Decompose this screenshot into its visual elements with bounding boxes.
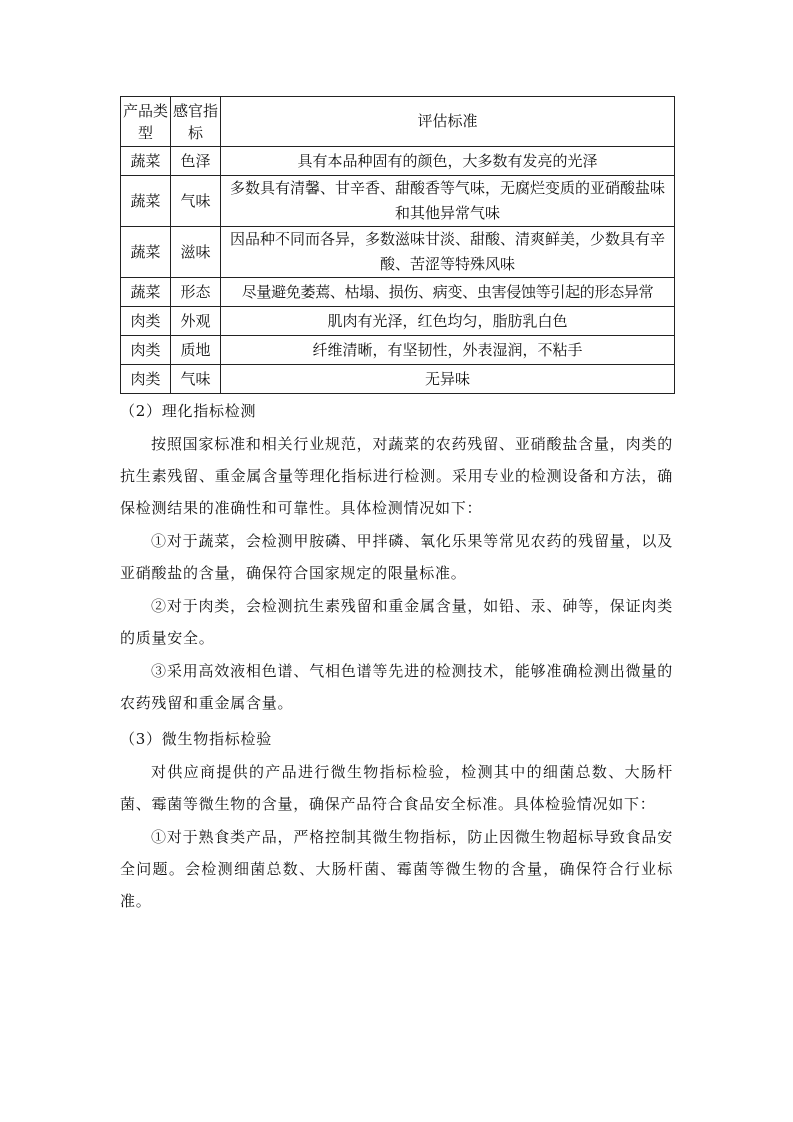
cell-index: 气味: [171, 365, 221, 394]
header-product-type: 产品类型: [121, 97, 171, 147]
cell-index: 气味: [171, 176, 221, 227]
cell-type: 蔬菜: [121, 147, 171, 176]
cell-type: 蔬菜: [121, 176, 171, 227]
cell-type: 蔬菜: [121, 278, 171, 307]
cell-criteria: 纤维清晰，有坚韧性，外表湿润，不粘手: [221, 336, 675, 365]
header-criteria: 评估标准: [221, 97, 675, 147]
cell-criteria: 尽量避免萎蔫、枯塌、损伤、病变、虫害侵蚀等引起的形态异常: [221, 278, 675, 307]
cell-criteria: 具有本品种固有的颜色，大多数有发亮的光泽: [221, 147, 675, 176]
paragraph: ①对于蔬菜，会检测甲胺磷、甲拌磷、氧化乐果等常见农药的残留量，以及亚硝酸盐的含量，确保符合国家规定的限量标准。: [120, 532, 673, 582]
cell-index: 滋味: [171, 227, 221, 278]
cell-index: 形态: [171, 278, 221, 307]
cell-type: 肉类: [121, 336, 171, 365]
table-row: [121, 176, 675, 227]
cell-index: 外观: [171, 307, 221, 336]
cell-index: 色泽: [171, 147, 221, 176]
table-row: [121, 336, 675, 365]
cell-type: 肉类: [121, 307, 171, 336]
table-header-row: [121, 97, 675, 147]
cell-index: 质地: [171, 336, 221, 365]
paragraph: ②对于肉类，会检测抗生素残留和重金属含量，如铅、汞、砷等，保证肉类的质量安全。: [120, 597, 673, 647]
sensory-standards-table: [120, 96, 675, 394]
paragraph: 按照国家标准和相关行业规范，对蔬菜的农药残留、亚硝酸盐含量，肉类的抗生素残留、重金属含量等理化指标进行检测。采用专业的检测设备和方法，确保检测结果的准确性和可靠性。具体检测情况如下：: [120, 435, 673, 517]
table-row: [121, 278, 675, 307]
document-body: [120, 395, 673, 918]
table-row: [121, 365, 675, 394]
paragraph: 对供应商提供的产品进行微生物指标检验，检测其中的细菌总数、大肠杆菌、霉菌等微生物的含量，确保产品符合食品安全标准。具体检验情况如下：: [120, 763, 673, 813]
cell-type: 蔬菜: [121, 227, 171, 278]
cell-criteria: 多数具有清馨、甘辛香、甜酸香等气味，无腐烂变质的亚硝酸盐味和其他异常气味: [221, 176, 675, 227]
table-row: [121, 147, 675, 176]
section-heading: （2）理化指标检测: [120, 402, 257, 420]
cell-criteria: 肌肉有光泽，红色均匀，脂肪乳白色: [221, 307, 675, 336]
header-sensory-index: 感官指标: [171, 97, 221, 147]
section-heading: （3）微生物指标检验: [120, 730, 273, 748]
paragraph: ③采用高效液相色谱、气相色谱等先进的检测技术，能够准确检测出微量的农药残留和重金属含量。: [120, 662, 673, 712]
cell-criteria: 无异味: [221, 365, 675, 394]
cell-criteria: 因品种不同而各异，多数滋味甘淡、甜酸、清爽鲜美，少数具有辛酸、苦涩等特殊风味: [221, 227, 675, 278]
table-row: [121, 227, 675, 278]
table-row: [121, 307, 675, 336]
paragraph: ①对于熟食类产品，严格控制其微生物指标，防止因微生物超标导致食品安全问题。会检测细菌总数、大肠杆菌、霉菌等微生物的含量，确保符合行业标准。: [120, 828, 673, 910]
cell-type: 肉类: [121, 365, 171, 394]
